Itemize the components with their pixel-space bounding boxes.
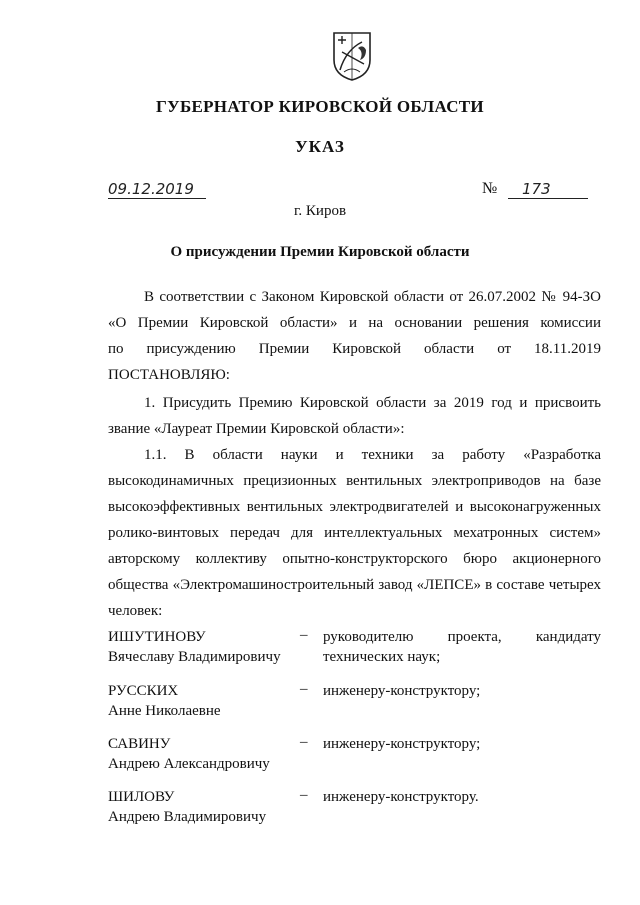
text-line: 1. Присудить Премию Кировской области за 2019 год и присвоить bbox=[144, 395, 601, 411]
recipient-surname: ШИЛОВУ bbox=[108, 789, 175, 805]
recipient-dash: – bbox=[300, 787, 308, 803]
recipient-1-role bbox=[323, 627, 601, 667]
recipient-given-name: Андрею Александровичу bbox=[108, 756, 270, 772]
recipient-dash: – bbox=[300, 627, 308, 643]
recipient-4-role: инженеру-конструктору. bbox=[323, 789, 479, 805]
intro-paragraph bbox=[108, 284, 601, 388]
text-line: звание «Лауреат Премии Кировской области»: bbox=[108, 421, 405, 437]
item-1-1-paragraph bbox=[108, 442, 601, 624]
text-line: высокодинамичных прецизионных вентильных электроприводов на базе bbox=[108, 473, 601, 489]
recipient-3-role: инженеру-конструктору; bbox=[323, 736, 481, 752]
decree-number: 173 bbox=[508, 180, 588, 199]
text-line: авторскому коллективу опытно-конструкторского бюро акционерного bbox=[108, 551, 601, 567]
role-line: руководителю проекта, кандидату bbox=[323, 629, 601, 645]
text-line: высокоэффективных вентильных электродвигателей и высоконагруженных bbox=[108, 499, 601, 515]
text-line: ПОСТАНОВЛЯЮ: bbox=[108, 367, 230, 383]
recipient-2-role: инженеру-конструктору; bbox=[323, 683, 481, 699]
issuing-authority: ГУБЕРНАТОР КИРОВСКОЙ ОБЛАСТИ bbox=[156, 97, 484, 116]
recipient-given-name: Андрею Владимировичу bbox=[108, 809, 267, 825]
recipient-given-name: Вячеславу Владимировичу bbox=[108, 649, 281, 665]
recipient-1-name bbox=[108, 627, 281, 667]
recipient-dash: – bbox=[300, 734, 308, 750]
coat-of-arms-icon bbox=[330, 30, 374, 82]
text-line: ролико-винтовых передач для интеллектуальных мехатронных систем» bbox=[108, 525, 601, 541]
text-line: 1.1. В области науки и техники за работу «Разработка bbox=[144, 447, 601, 463]
recipient-surname: САВИНУ bbox=[108, 736, 171, 752]
decree-date: 09.12.2019 bbox=[108, 180, 206, 199]
number-label: № bbox=[482, 180, 498, 197]
recipient-4-name bbox=[108, 787, 266, 827]
text-line: «О Премии Кировской области» и на основании решения комиссии bbox=[108, 315, 601, 331]
decree-title: О присуждении Премии Кировской области bbox=[170, 244, 470, 260]
document-type: УКАЗ bbox=[295, 137, 345, 156]
item-1-paragraph bbox=[108, 390, 601, 442]
text-line: по присуждению Премии Кировской области от 18.11.2019 bbox=[108, 341, 601, 357]
recipient-dash: – bbox=[300, 681, 308, 697]
text-line: В соответствии с Законом Кировской области от 26.07.2002 № 94-ЗО bbox=[144, 289, 601, 305]
city: г. Киров bbox=[293, 203, 347, 219]
text-line: общества «Электромашиностроительный завод «ЛЕПСЕ» в составе четырех bbox=[108, 577, 601, 593]
recipient-given-name: Анне Николаевне bbox=[108, 703, 221, 719]
text-line: человек: bbox=[108, 603, 163, 619]
recipient-surname: РУССКИХ bbox=[108, 683, 179, 699]
recipient-3-name bbox=[108, 734, 270, 774]
recipient-surname: ИШУТИНОВУ bbox=[108, 629, 206, 645]
recipient-2-name bbox=[108, 681, 221, 721]
role-line: технических наук; bbox=[323, 649, 441, 665]
